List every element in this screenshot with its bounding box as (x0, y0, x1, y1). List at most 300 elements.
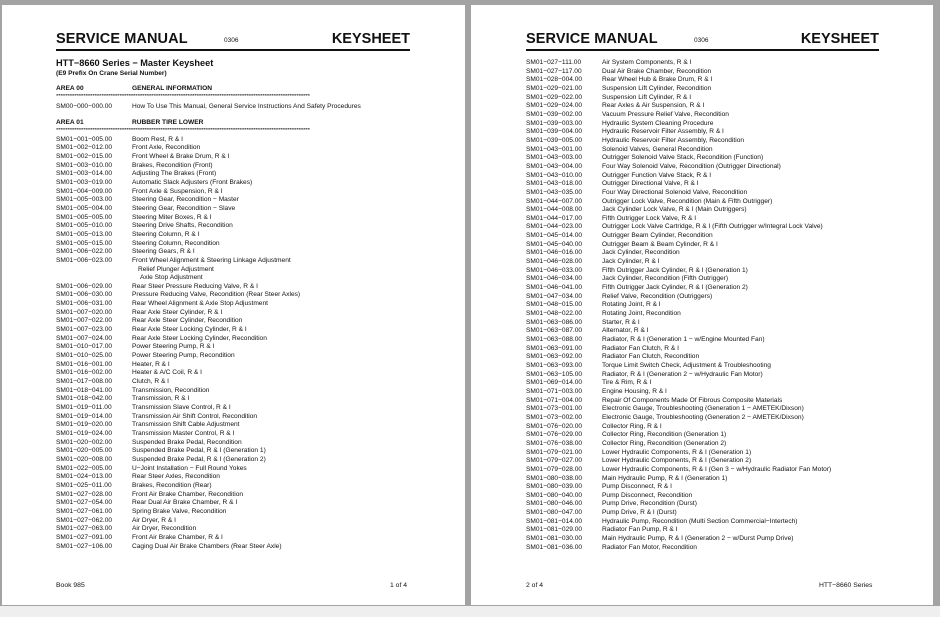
entry-code: SM01−046−033.00 (526, 266, 583, 274)
keysheet-entry[interactable] (526, 85, 886, 94)
header-title: SERVICE MANUAL (56, 31, 188, 47)
entry-description: Automatic Slack Adjusters (Front Brakes) (132, 178, 253, 186)
footer-book: Book 985 (56, 582, 85, 589)
keysheet-entry[interactable] (56, 162, 416, 171)
keysheet-entry[interactable] (56, 465, 416, 474)
entry-code: SM01−073−002.00 (526, 413, 583, 421)
keysheet-entry[interactable] (526, 172, 886, 181)
keysheet-entry[interactable] (56, 335, 416, 344)
entry-code: SM01−046−016.00 (526, 249, 583, 257)
entry-description: Outrigger Beam & Beam Cylinder, R & I (602, 240, 718, 248)
keysheet-entry[interactable] (56, 421, 416, 430)
keysheet-entry[interactable] (526, 526, 886, 535)
keysheet-entry[interactable] (56, 413, 416, 422)
entry-description: Brakes, Recondition (Rear) (132, 481, 212, 489)
entry-description: Pump Disconnect, R & I (602, 483, 672, 491)
entry-description: Vacuum Pressure Relief Valve, Recondition (602, 110, 729, 118)
keysheet-entry[interactable] (56, 136, 416, 145)
entry-code: SM01−016−002.00 (56, 369, 113, 377)
keysheet-entry[interactable] (56, 144, 416, 153)
keysheet-entry[interactable] (56, 491, 416, 500)
entry-description: Fifth Outrigger Jack Cylinder, R & I (Generation 2) (602, 284, 748, 292)
entry-description: Jack Cylinder Lock Valve, R & I (Main Outriggers) (602, 206, 747, 214)
entry-code: SM01−043−004.00 (526, 162, 583, 170)
entry-code: SM01−002−012.00 (56, 144, 113, 152)
keysheet-entry[interactable] (56, 387, 416, 396)
entry-code: SM01−076−029.00 (526, 431, 583, 439)
keysheet-entry[interactable] (56, 404, 416, 413)
keysheet-entry[interactable] (526, 379, 886, 388)
entry-description: Jack Cylinder, Recondition (602, 249, 680, 257)
keysheet-entry[interactable] (526, 120, 886, 129)
entry-description: Outrigger Directional Valve, R & I (602, 180, 699, 188)
entry-code: SM01−018−041.00 (56, 386, 113, 394)
entry-description: Radiator Fan Pump, R & I (602, 526, 678, 534)
keysheet-entry[interactable] (56, 205, 416, 214)
entry-code: SM01−045−040.00 (526, 240, 583, 248)
keysheet-entry[interactable] (56, 188, 416, 197)
entry-description: Engine Housing, R & I (602, 387, 667, 395)
entry-description: Electronic Gauge, Troubleshooting (Generation 2 − AMETEK/Dixson) (602, 413, 804, 421)
entry-code: SM01−081−014.00 (526, 517, 583, 525)
keysheet-entry[interactable] (526, 102, 886, 111)
keysheet-entry[interactable] (526, 310, 886, 319)
page-header (526, 31, 879, 51)
entry-description: Collector Ring, R & I (602, 422, 662, 430)
keysheet-entry[interactable] (56, 456, 416, 465)
entry-code: SM00−000−000.00 (56, 103, 113, 110)
keysheet-entry[interactable] (56, 525, 416, 534)
entry-code: SM01−029−021.00 (526, 84, 583, 92)
entry-description: Outrigger Function Valve Stack, R & I (602, 171, 712, 179)
entry-code: SM01−063−088.00 (526, 336, 583, 343)
entry-code: SM01−001−005.00 (56, 135, 113, 143)
entry-code: SM01−027−117.00 (526, 67, 582, 75)
keysheet-entry[interactable] (56, 378, 416, 387)
keysheet-entry[interactable] (526, 206, 886, 215)
keysheet-entry[interactable] (526, 154, 886, 163)
keysheet-entry[interactable] (526, 405, 886, 414)
keysheet-entry[interactable] (526, 267, 886, 276)
keysheet-entry[interactable] (56, 499, 416, 508)
entry-code: SM01−044−007.00 (526, 197, 583, 205)
keysheet-entry[interactable] (526, 198, 886, 207)
keysheet-entry[interactable] (526, 284, 886, 293)
entry-description: Front Wheel & Brake Drum, R & I (132, 152, 230, 160)
keysheet-entry[interactable] (56, 196, 416, 205)
keysheet-entry[interactable] (526, 258, 886, 267)
keysheet-entry[interactable] (56, 369, 416, 378)
header-title: SERVICE MANUAL (526, 31, 658, 47)
entry-description: Torque Limit Switch Check, Adjustment & Troubleshooting (602, 361, 771, 369)
footer-page-number: 1 of 4 (390, 582, 408, 589)
keysheet-entry[interactable] (56, 248, 416, 257)
keysheet-entry[interactable] (526, 249, 886, 258)
keysheet-entry[interactable] (526, 163, 886, 172)
entry-code: SM01−063−087.00 (526, 327, 583, 335)
entry-code: SM01−005−013.00 (56, 230, 113, 238)
entry-code: SM01−048−022.00 (526, 310, 583, 318)
entry-code: SM01−028−004.00 (526, 76, 583, 84)
keysheet-entry[interactable] (56, 309, 416, 318)
entry-code: SM01−006−029.00 (56, 282, 113, 290)
entry-code: SM01−045−014.00 (526, 232, 583, 240)
keysheet-entry[interactable] (526, 414, 886, 423)
keysheet-entry[interactable] (526, 301, 886, 310)
entry-list-a (56, 136, 416, 266)
keysheet-entry[interactable] (56, 534, 416, 543)
keysheet-entry[interactable] (56, 439, 416, 448)
entry-description: Steering Miter Boxes, R & I (132, 213, 212, 221)
entry-code: SM01−005−003.00 (56, 196, 113, 204)
keysheet-entry[interactable] (526, 180, 886, 189)
entry-code: SM01−027−054.00 (56, 499, 113, 507)
entry-description: Power Steering Pump, Recondition (132, 352, 235, 360)
keysheet-entry[interactable] (526, 353, 886, 362)
entry-code: SM01−081−036.00 (526, 543, 583, 551)
keysheet-entry[interactable] (526, 241, 886, 250)
entry-code: SM01−024−013.00 (56, 473, 113, 481)
entry-code: SM01−020−005.00 (56, 447, 113, 455)
entry-description: Suspended Brake Pedal, Recondition (132, 438, 242, 446)
keysheet-entry[interactable] (526, 275, 886, 284)
keysheet-entry[interactable] (526, 76, 886, 85)
entry-code: SM01−025−011.00 (56, 481, 112, 489)
keysheet-entry[interactable] (56, 222, 416, 231)
page-2 (471, 5, 933, 605)
entry-code: SM01−002−015.00 (56, 152, 113, 160)
keysheet-entry[interactable] (56, 103, 416, 112)
keysheet-entry[interactable] (56, 170, 416, 179)
page-header (56, 31, 410, 51)
keysheet-entry[interactable] (526, 319, 886, 328)
keysheet-entry[interactable] (56, 343, 416, 352)
entry-sub-line: Relief Plunger Adjustment (138, 265, 214, 273)
entry-code: SM01−020−002.00 (56, 438, 113, 446)
entry-code: SM01−079−027.00 (526, 457, 583, 465)
entry-description: Transmission, R & I (132, 395, 190, 403)
entry-description: Main Hydraulic Pump, R & I (Generation 1) (602, 474, 728, 482)
entry-description: Outrigger Beam Cylinder, Recondition (602, 232, 713, 240)
entry-description: Solenoid Valves, General Recondition (602, 145, 713, 153)
entry-description: Suspended Brake Pedal, R & I (Generation 2) (132, 455, 266, 463)
entry-description: Alternator, R & I (602, 327, 649, 335)
keysheet-entry[interactable] (526, 509, 886, 518)
entry-code: SM01−007−024.00 (56, 334, 113, 342)
entry-description: Steering Column, Recondition (132, 239, 220, 247)
entry-code: SM01−081−030.00 (526, 535, 583, 543)
entry-description: Fifth Outrigger Lock Valve, R & I (602, 214, 697, 222)
entry-code: SM01−046−034.00 (526, 275, 583, 283)
keysheet-entry[interactable] (526, 388, 886, 397)
entry-description: Air Dryer, Recondition (132, 525, 197, 533)
entry-code: SM01−080−039.00 (526, 483, 583, 491)
entry-code: SM01−019−020.00 (56, 421, 113, 429)
keysheet-entry[interactable] (526, 500, 886, 509)
entry-code: SM01−027−106.00 (56, 542, 113, 550)
entry-code: SM01−079−021.00 (526, 448, 583, 456)
keysheet-entry[interactable] (526, 137, 886, 146)
keysheet-entry[interactable] (526, 466, 886, 475)
keysheet-entry[interactable] (56, 430, 416, 439)
keysheet-entry[interactable] (56, 352, 416, 361)
document-title: HTT−8660 Series − Master Keysheet (56, 58, 214, 68)
entry-description: Boom Rest, R & I (132, 135, 183, 143)
entry-code: SM01−073−001.00 (526, 405, 583, 413)
keysheet-entry[interactable] (526, 189, 886, 198)
entry-description: Relief Valve, Recondition (Outriggers) (602, 292, 713, 300)
keysheet-entry[interactable] (56, 179, 416, 188)
keysheet-entry[interactable] (526, 449, 886, 458)
keysheet-entry[interactable] (526, 336, 886, 345)
entry-code: SM01−005−004.00 (56, 204, 113, 212)
entry-description: Transmission Air Shift Control, Recondition (132, 412, 258, 420)
entry-description: Front Axle, Recondition (132, 144, 201, 152)
entry-code: SM01−039−005.00 (526, 136, 583, 144)
entry-description: Lower Hydraulic Components, R & I (Generation 1) (602, 448, 752, 456)
header-keysheet: KEYSHEET (331, 31, 410, 47)
entry-description: Outrigger Lock Valve Cartridge, R & I (Fifth Outrigger w/Integral Lock Valve) (602, 223, 823, 231)
entry-code: SM01−004−009.00 (56, 187, 113, 195)
entry-code: SM01−043−018.00 (526, 180, 583, 188)
entry-description: Suspension Lift Cylinder, Recondition (602, 84, 712, 92)
entry-description: Rear Axle Steer Locking Cylinder, Recondition (132, 334, 267, 342)
keysheet-entry[interactable] (526, 362, 886, 371)
entry-code: SM01−007−022.00 (56, 317, 113, 325)
entry-code: SM01−019−024.00 (56, 429, 113, 437)
entry-description: Rear Wheel Hub & Brake Drum, R & I (602, 76, 713, 84)
entry-description: Rear Axles & Air Suspension, R & I (602, 102, 705, 110)
entry-code: SM01−006−030.00 (56, 291, 113, 299)
viewer-bottom-bar (0, 606, 940, 617)
keysheet-entry[interactable] (56, 473, 416, 482)
keysheet-entry[interactable] (526, 232, 886, 241)
entry-description: Radiator, R & I (Generation 1 − w/Engine Mounted Fan) (602, 336, 765, 343)
entry-description: Radiator Fan Motor, Recondition (602, 543, 697, 551)
area-label: AREA 01 (56, 118, 84, 126)
entry-description: Rear Steer Pressure Reducing Valve, R & I (132, 282, 258, 290)
keysheet-entry[interactable] (526, 423, 886, 432)
entry-sub-line: Axle Stop Adjustment (140, 274, 203, 282)
entry-code: SM01−069−014.00 (526, 379, 583, 387)
keysheet-entry[interactable] (526, 544, 886, 553)
entry-list (526, 59, 886, 552)
keysheet-entry[interactable] (56, 231, 416, 240)
entry-description: Caging Dual Air Brake Chambers (Rear Steer Axle) (132, 542, 282, 550)
keysheet-entry[interactable] (56, 447, 416, 456)
entry-description: Fifth Outrigger Jack Cylinder, R & I (Generation 1) (602, 266, 748, 274)
entry-list-b (56, 283, 416, 551)
entry-code: SM01−010−017.00 (56, 343, 113, 351)
keysheet-entry[interactable] (56, 317, 416, 326)
sub-lines (56, 266, 416, 283)
entry-description: Rotating Joint, Recondition (602, 310, 681, 318)
entry-code: SM01−005−005.00 (56, 213, 113, 221)
entry-code: SM01−046−041.00 (526, 284, 583, 292)
area-label: AREA 00 (56, 85, 84, 92)
entry-description: Rear Dual Air Brake Chamber, R & I (132, 499, 238, 507)
entry-code: SM01−007−023.00 (56, 326, 113, 334)
entry-code: SM01−044−008.00 (526, 206, 583, 214)
entry-description: Lower Hydraulic Components, R & I (Generation 2) (602, 457, 752, 465)
entry-description: Hydraulic Reservoir Filter Assembly, Recondition (602, 136, 745, 144)
keysheet-entry[interactable] (526, 345, 886, 354)
entry-code: SM01−027−063.00 (56, 525, 113, 533)
keysheet-entry[interactable] (526, 518, 886, 527)
entry-description: Outrigger Lock Valve, Recondition (Main & Fifth Outrigger) (602, 197, 773, 205)
entry-code: SM01−003−014.00 (56, 170, 113, 178)
entry-description: Air Dryer, R & I (132, 516, 176, 524)
keysheet-entry[interactable] (526, 68, 886, 77)
keysheet-entry[interactable] (56, 153, 416, 162)
entry-code: SM01−007−020.00 (56, 308, 113, 316)
keysheet-entry[interactable] (526, 440, 886, 449)
keysheet-entry[interactable] (526, 492, 886, 501)
area-01-heading (56, 119, 416, 128)
star-divider: **************************************************************************************************************** (56, 127, 310, 134)
entry-description: Rear Steer Axles, Recondition (132, 473, 220, 481)
entry-description: Transmission Master Control, R & I (132, 429, 235, 437)
document-subtitle: (E9 Prefix On Crane Serial Number) (56, 70, 167, 77)
keysheet-entry[interactable] (56, 517, 416, 526)
entry-code: SM01−006−031.00 (56, 300, 113, 308)
entry-code: SM01−020−008.00 (56, 455, 113, 463)
keysheet-entry[interactable] (526, 397, 886, 406)
keysheet-entry[interactable] (526, 483, 886, 492)
entry-code: SM01−018−042.00 (56, 395, 113, 403)
keysheet-entry[interactable] (526, 371, 886, 380)
keysheet-entry[interactable] (56, 508, 416, 517)
entry-description: Jack Cylinder, R & I (602, 258, 660, 266)
entry-description: Repair Of Components Made Of Fibrous Composite Materials (602, 396, 783, 404)
entry-code: SM01−027−062.00 (56, 516, 113, 524)
entry-description: Four Way Directional Solenoid Valve, Recondition (602, 188, 748, 196)
entry-code: SM01−027−111.00 (526, 59, 582, 66)
entry-code: SM01−081−029.00 (526, 526, 583, 534)
entry-code: SM01−029−024.00 (526, 102, 583, 110)
keysheet-entry[interactable] (526, 223, 886, 232)
area-00-heading (56, 85, 416, 94)
entry-code: SM01−003−010.00 (56, 161, 113, 169)
entry-code: SM01−080−047.00 (526, 509, 583, 517)
entry-code: SM01−005−010.00 (56, 222, 113, 230)
entry-code: SM01−044−017.00 (526, 214, 583, 222)
entry-description: Electronic Gauge, Troubleshooting (Generation 1 − AMETEK/Dixson) (602, 405, 804, 413)
entry-code: SM01−063−091.00 (526, 344, 583, 352)
keysheet-entry[interactable] (56, 482, 416, 491)
page-1 (2, 5, 465, 605)
header-keysheet: KEYSHEET (800, 31, 879, 47)
entry-description: Steering Drive Shafts, Recondition (132, 222, 233, 230)
entry-code: SM01−027−028.00 (56, 490, 113, 498)
entry-description: Collector Ring, Recondition (Generation 1) (602, 431, 727, 439)
keysheet-entry[interactable] (56, 361, 416, 370)
entry-code: SM01−006−022.00 (56, 248, 113, 256)
entry-description: Radiator Fan Clutch, R & I (602, 344, 679, 352)
entry-description: Steering Gears, R & I (132, 248, 195, 256)
keysheet-entry[interactable] (526, 128, 886, 137)
keysheet-entry[interactable] (56, 214, 416, 223)
keysheet-entry[interactable] (526, 293, 886, 302)
entry-code: SM01−003−019.00 (56, 178, 113, 186)
keysheet-entry[interactable] (526, 59, 886, 68)
keysheet-entry[interactable] (526, 457, 886, 466)
entry-description: Hydraulic Pump, Recondition (Multi Section Commercial−Intertech) (602, 517, 798, 525)
entry-description: Clutch, R & I (132, 378, 170, 386)
entry-code: SM01−027−061.00 (56, 507, 113, 515)
keysheet-entry[interactable] (526, 94, 886, 103)
entry-code: SM01−076−020.00 (526, 422, 583, 430)
entry-code: SM01−063−093.00 (526, 361, 583, 369)
entry-description: Starter, R & I (602, 318, 640, 326)
keysheet-entry[interactable] (526, 146, 886, 155)
entry-description: Rotating Joint, R & I (602, 301, 661, 309)
entry-description: Suspension Lift Cylinder, R & I (602, 93, 692, 101)
keysheet-entry[interactable] (526, 431, 886, 440)
entry-code: SM01−044−023.00 (526, 223, 583, 231)
entry-description: Steering Gear, Recondition − Slave (132, 204, 236, 212)
entry-code: SM01−017−008.00 (56, 378, 113, 386)
entry-description: Hydraulic System Cleaning Procedure (602, 119, 714, 127)
entry-code: SM01−046−028.00 (526, 258, 583, 266)
keysheet-entry[interactable] (56, 257, 416, 266)
entry-code: SM01−080−038.00 (526, 474, 583, 482)
entry-description: Tire & Rim, R & I (602, 379, 652, 387)
entry-code: SM01−010−025.00 (56, 352, 113, 360)
entry-description: Front Wheel Alignment & Steering Linkage Adjustment (132, 256, 291, 264)
entry-code: SM01−080−040.00 (526, 491, 583, 499)
entry-code: SM01−043−001.00 (526, 145, 583, 153)
page-1-content (56, 57, 416, 551)
entry-code: SM01−039−004.00 (526, 128, 583, 136)
keysheet-entry[interactable] (526, 327, 886, 336)
entry-description: Suspended Brake Pedal, R & I (Generation 1) (132, 447, 266, 455)
keysheet-entry[interactable] (526, 215, 886, 224)
keysheet-entry[interactable] (56, 326, 416, 335)
entry-description: Adjusting The Brakes (Front) (132, 170, 217, 178)
keysheet-entry[interactable] (56, 543, 416, 552)
entry-description: Transmission, Recondition (132, 386, 210, 394)
entry-description: Brakes, Recondition (Front) (132, 161, 213, 169)
keysheet-entry[interactable] (56, 283, 416, 292)
keysheet-entry[interactable] (526, 475, 886, 484)
entry-description: Outrigger Solenoid Valve Stack, Recondition (Function) (602, 154, 764, 162)
entry-description: Rear Axle Steer Cylinder, R & I (132, 308, 223, 316)
entry-code: SM01−048−015.00 (526, 301, 583, 309)
keysheet-entry[interactable] (56, 291, 416, 300)
entry-code: SM01−076−038.00 (526, 439, 583, 447)
entry-description: Main Hydraulic Pump, R & I (Generation 2 − w/Durst Pump Drive) (602, 535, 794, 543)
footer-series: HTT−8660 Series (819, 582, 873, 589)
entry-description: Heater, R & I (132, 360, 170, 368)
keysheet-entry[interactable] (526, 535, 886, 544)
keysheet-entry[interactable] (56, 240, 416, 249)
keysheet-entry[interactable] (56, 395, 416, 404)
entry-description: Lower Hydraulic Components, R & I (Gen 3 − w/Hydraulic Radiator Fan Motor) (602, 465, 832, 473)
entry-code: SM01−063−092.00 (526, 353, 583, 361)
entry-description: Radiator Fan Clutch, Recondition (602, 353, 700, 361)
entry-code: SM01−071−004.00 (526, 396, 583, 404)
entry-description: Dual Air Brake Chamber, Recondition (602, 67, 712, 75)
entry-description: U−Joint Installation − Full Round Yokes (132, 464, 247, 472)
keysheet-entry[interactable] (526, 111, 886, 120)
keysheet-entry[interactable] (56, 300, 416, 309)
entry-description: Spring Brake Valve, Recondition (132, 507, 227, 515)
area-name: RUBBER TIRE LOWER (132, 118, 204, 126)
entry-code: SM01−047−034.00 (526, 292, 583, 300)
entry-description: Radiator, R & I (Generation 2 − w/Hydraulic Fan Motor) (602, 370, 763, 378)
entry-description: Front Axle & Suspension, R & I (132, 187, 223, 195)
